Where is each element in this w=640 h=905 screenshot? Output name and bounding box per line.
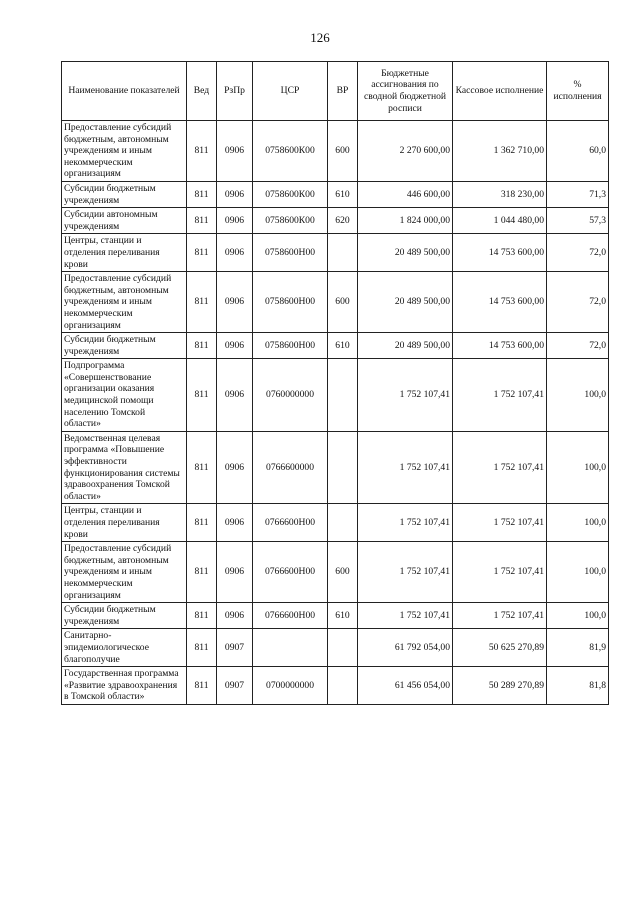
cell-vr	[328, 431, 358, 504]
cell-percent: 71,3	[547, 181, 609, 207]
cell-rzpr: 0907	[217, 667, 253, 705]
cell-budget: 20 489 500,00	[358, 333, 453, 359]
cell-vr: 600	[328, 272, 358, 333]
cell-rzpr: 0906	[217, 208, 253, 234]
table-row	[62, 234, 609, 272]
cell-ved: 811	[187, 504, 217, 542]
cell-budget: 1 824 000,00	[358, 208, 453, 234]
cell-name: Предоставление субсидий бюджетным, автономным учреждениям и иным некоммерческим организациям	[62, 121, 187, 182]
cell-ved: 811	[187, 603, 217, 629]
cell-rzpr: 0906	[217, 542, 253, 603]
cell-cash: 50 625 270,89	[453, 629, 547, 667]
cell-cash: 1 752 107,41	[453, 603, 547, 629]
cell-vr: 610	[328, 333, 358, 359]
cell-csr: 0758600Н00	[253, 234, 328, 272]
cell-name: Предоставление субсидий бюджетным, автономным учреждениям и иным некоммерческим организациям	[62, 542, 187, 603]
cell-cash: 1 362 710,00	[453, 121, 547, 182]
cell-percent: 60,0	[547, 121, 609, 182]
table-row	[62, 359, 609, 432]
table-row	[62, 542, 609, 603]
cell-percent: 72,0	[547, 234, 609, 272]
cell-rzpr: 0906	[217, 234, 253, 272]
cell-percent: 100,0	[547, 431, 609, 504]
cell-cash: 1 752 107,41	[453, 359, 547, 432]
header-vr: ВР	[328, 62, 358, 121]
cell-rzpr: 0906	[217, 272, 253, 333]
cell-rzpr: 0906	[217, 181, 253, 207]
cell-cash: 1 752 107,41	[453, 431, 547, 504]
header-csr: ЦСР	[253, 62, 328, 121]
cell-name: Санитарно-эпидемиологическое благополучие	[62, 629, 187, 667]
cell-vr: 620	[328, 208, 358, 234]
cell-budget: 1 752 107,41	[358, 431, 453, 504]
table-row	[62, 208, 609, 234]
header-percent: % исполнения	[547, 62, 609, 121]
cell-budget: 61 792 054,00	[358, 629, 453, 667]
table-row	[62, 431, 609, 504]
cell-cash: 1 752 107,41	[453, 504, 547, 542]
cell-percent: 81,8	[547, 667, 609, 705]
cell-name: Подпрограмма «Совершенствование организации оказания медицинской помощи населению Томской области»	[62, 359, 187, 432]
cell-budget: 20 489 500,00	[358, 272, 453, 333]
header-budget: Бюджетные ассигнования по сводной бюджетной росписи	[358, 62, 453, 121]
cell-ved: 811	[187, 208, 217, 234]
cell-rzpr: 0907	[217, 629, 253, 667]
header-ved: Вед	[187, 62, 217, 121]
header-name: Наименование показателей	[62, 62, 187, 121]
cell-rzpr: 0906	[217, 431, 253, 504]
cell-cash: 1 752 107,41	[453, 542, 547, 603]
cell-ved: 811	[187, 359, 217, 432]
cell-csr: 0758600К00	[253, 181, 328, 207]
cell-percent: 100,0	[547, 603, 609, 629]
cell-percent: 100,0	[547, 504, 609, 542]
cell-name: Субсидии бюджетным учреждениям	[62, 603, 187, 629]
table-row	[62, 272, 609, 333]
cell-percent: 81,9	[547, 629, 609, 667]
cell-csr: 0758600Н00	[253, 333, 328, 359]
cell-budget: 1 752 107,41	[358, 504, 453, 542]
cell-budget: 61 456 054,00	[358, 667, 453, 705]
cell-vr	[328, 629, 358, 667]
cell-vr: 600	[328, 542, 358, 603]
cell-rzpr: 0906	[217, 359, 253, 432]
cell-ved: 811	[187, 629, 217, 667]
cell-name: Центры, станции и отделения переливания крови	[62, 234, 187, 272]
cell-ved: 811	[187, 121, 217, 182]
cell-ved: 811	[187, 431, 217, 504]
cell-cash: 1 044 480,00	[453, 208, 547, 234]
cell-budget: 1 752 107,41	[358, 359, 453, 432]
cell-ved: 811	[187, 667, 217, 705]
cell-percent: 57,3	[547, 208, 609, 234]
cell-csr: 0766600Н00	[253, 603, 328, 629]
table-row	[62, 121, 609, 182]
cell-percent: 100,0	[547, 542, 609, 603]
cell-csr: 0758600Н00	[253, 272, 328, 333]
budget-execution-table	[61, 61, 609, 705]
cell-vr: 610	[328, 181, 358, 207]
cell-cash: 318 230,00	[453, 181, 547, 207]
cell-rzpr: 0906	[217, 333, 253, 359]
cell-cash: 14 753 600,00	[453, 333, 547, 359]
cell-rzpr: 0906	[217, 121, 253, 182]
table-row	[62, 629, 609, 667]
cell-csr: 0700000000	[253, 667, 328, 705]
header-cash: Кассовое исполнение	[453, 62, 547, 121]
cell-budget: 446 600,00	[358, 181, 453, 207]
cell-csr: 0766600000	[253, 431, 328, 504]
page-number: 126	[310, 30, 330, 45]
cell-ved: 811	[187, 234, 217, 272]
table-row	[62, 181, 609, 207]
cell-budget: 20 489 500,00	[358, 234, 453, 272]
cell-budget: 1 752 107,41	[358, 603, 453, 629]
cell-csr	[253, 629, 328, 667]
cell-cash: 14 753 600,00	[453, 234, 547, 272]
cell-vr	[328, 504, 358, 542]
cell-csr: 0766600Н00	[253, 542, 328, 603]
table-row	[62, 603, 609, 629]
cell-cash: 14 753 600,00	[453, 272, 547, 333]
cell-name: Субсидии автономным учреждениям	[62, 208, 187, 234]
cell-percent: 72,0	[547, 272, 609, 333]
cell-ved: 811	[187, 272, 217, 333]
cell-csr: 0758600К00	[253, 121, 328, 182]
cell-cash: 50 289 270,89	[453, 667, 547, 705]
cell-vr: 610	[328, 603, 358, 629]
header-rzpr: РзПр	[217, 62, 253, 121]
cell-name: Ведомственная целевая программа «Повышение эффективности функционирования системы здравоохранения Томской области»	[62, 431, 187, 504]
cell-name: Государственная программа «Развитие здравоохранения в Томской области»	[62, 667, 187, 705]
cell-name: Субсидии бюджетным учреждениям	[62, 333, 187, 359]
cell-csr: 0766600Н00	[253, 504, 328, 542]
table-row	[62, 504, 609, 542]
table-body	[62, 121, 609, 705]
cell-vr: 600	[328, 121, 358, 182]
cell-vr	[328, 234, 358, 272]
table-row	[62, 667, 609, 705]
table-row	[62, 333, 609, 359]
cell-name: Центры, станции и отделения переливания крови	[62, 504, 187, 542]
cell-name: Субсидии бюджетным учреждениям	[62, 181, 187, 207]
cell-ved: 811	[187, 181, 217, 207]
cell-name: Предоставление субсидий бюджетным, автономным учреждениям и иным некоммерческим организациям	[62, 272, 187, 333]
cell-ved: 811	[187, 333, 217, 359]
table-header-row	[62, 62, 609, 121]
cell-rzpr: 0906	[217, 504, 253, 542]
cell-ved: 811	[187, 542, 217, 603]
cell-percent: 100,0	[547, 359, 609, 432]
cell-rzpr: 0906	[217, 603, 253, 629]
cell-budget: 2 270 600,00	[358, 121, 453, 182]
cell-percent: 72,0	[547, 333, 609, 359]
cell-csr: 0760000000	[253, 359, 328, 432]
cell-vr	[328, 667, 358, 705]
cell-budget: 1 752 107,41	[358, 542, 453, 603]
cell-vr	[328, 359, 358, 432]
cell-csr: 0758600К00	[253, 208, 328, 234]
